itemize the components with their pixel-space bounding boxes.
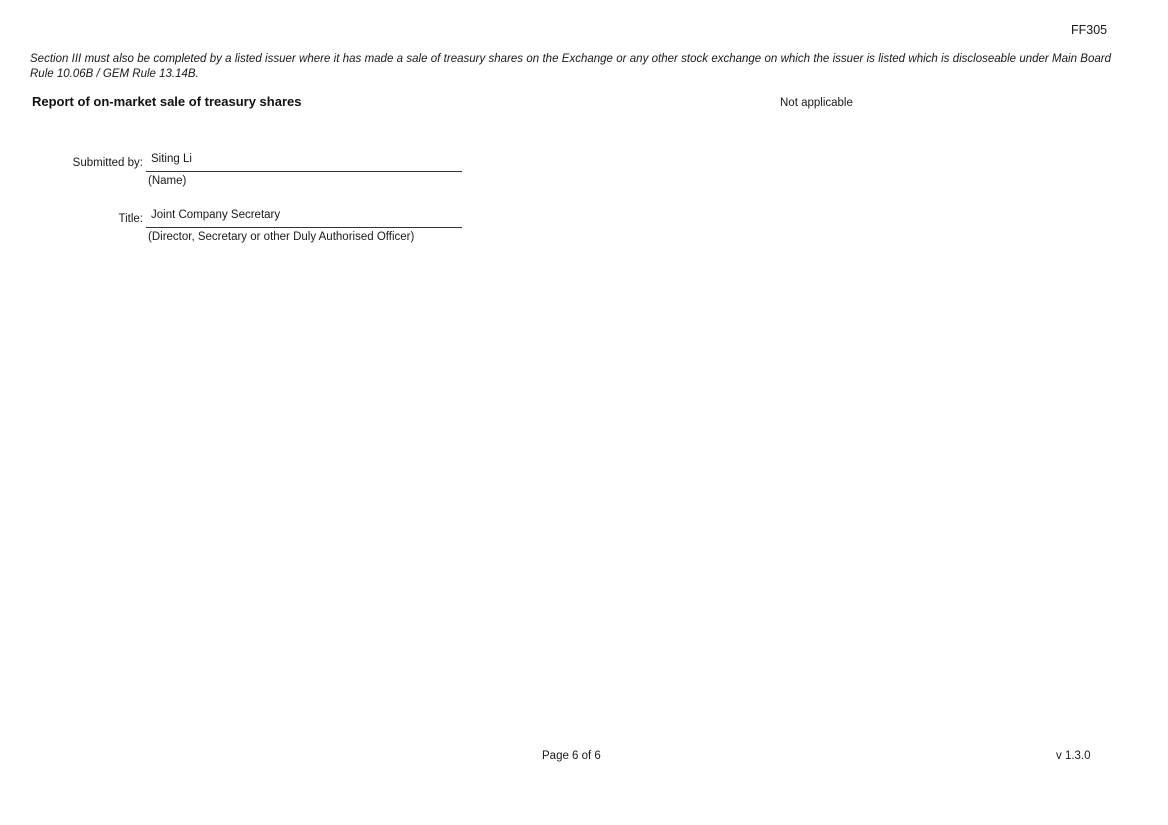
title-box [146,208,462,244]
section-instruction-text: Section III must also be completed by a listed issuer where it has made a sale of treasury shares on the Exchange or any other stock exchange on which the issuer is listed which is discloseable under Main Board Rule 10.06B / GEM Rule 13.14B. [30,53,1111,80]
submitted-by-value: Siting Li [146,152,462,172]
not-applicable-status: Not applicable [780,97,853,109]
submitted-by-field [0,152,462,188]
submitted-by-label: Submitted by: [72,157,143,169]
title-field [0,208,462,244]
title-label: Title: [118,213,143,225]
version-label: v 1.3.0 [1056,750,1091,762]
section-heading: Report of on-market sale of treasury shares [32,94,302,109]
title-caption: (Director, Secretary or other Duly Authorised Officer) [148,231,415,243]
form-code-label: FF305 [1071,23,1108,37]
page-indicator: Page 6 of 6 [542,750,601,762]
submitted-by-box [146,152,462,188]
submitted-by-caption: (Name) [148,175,187,187]
title-value: Joint Company Secretary [146,208,462,228]
